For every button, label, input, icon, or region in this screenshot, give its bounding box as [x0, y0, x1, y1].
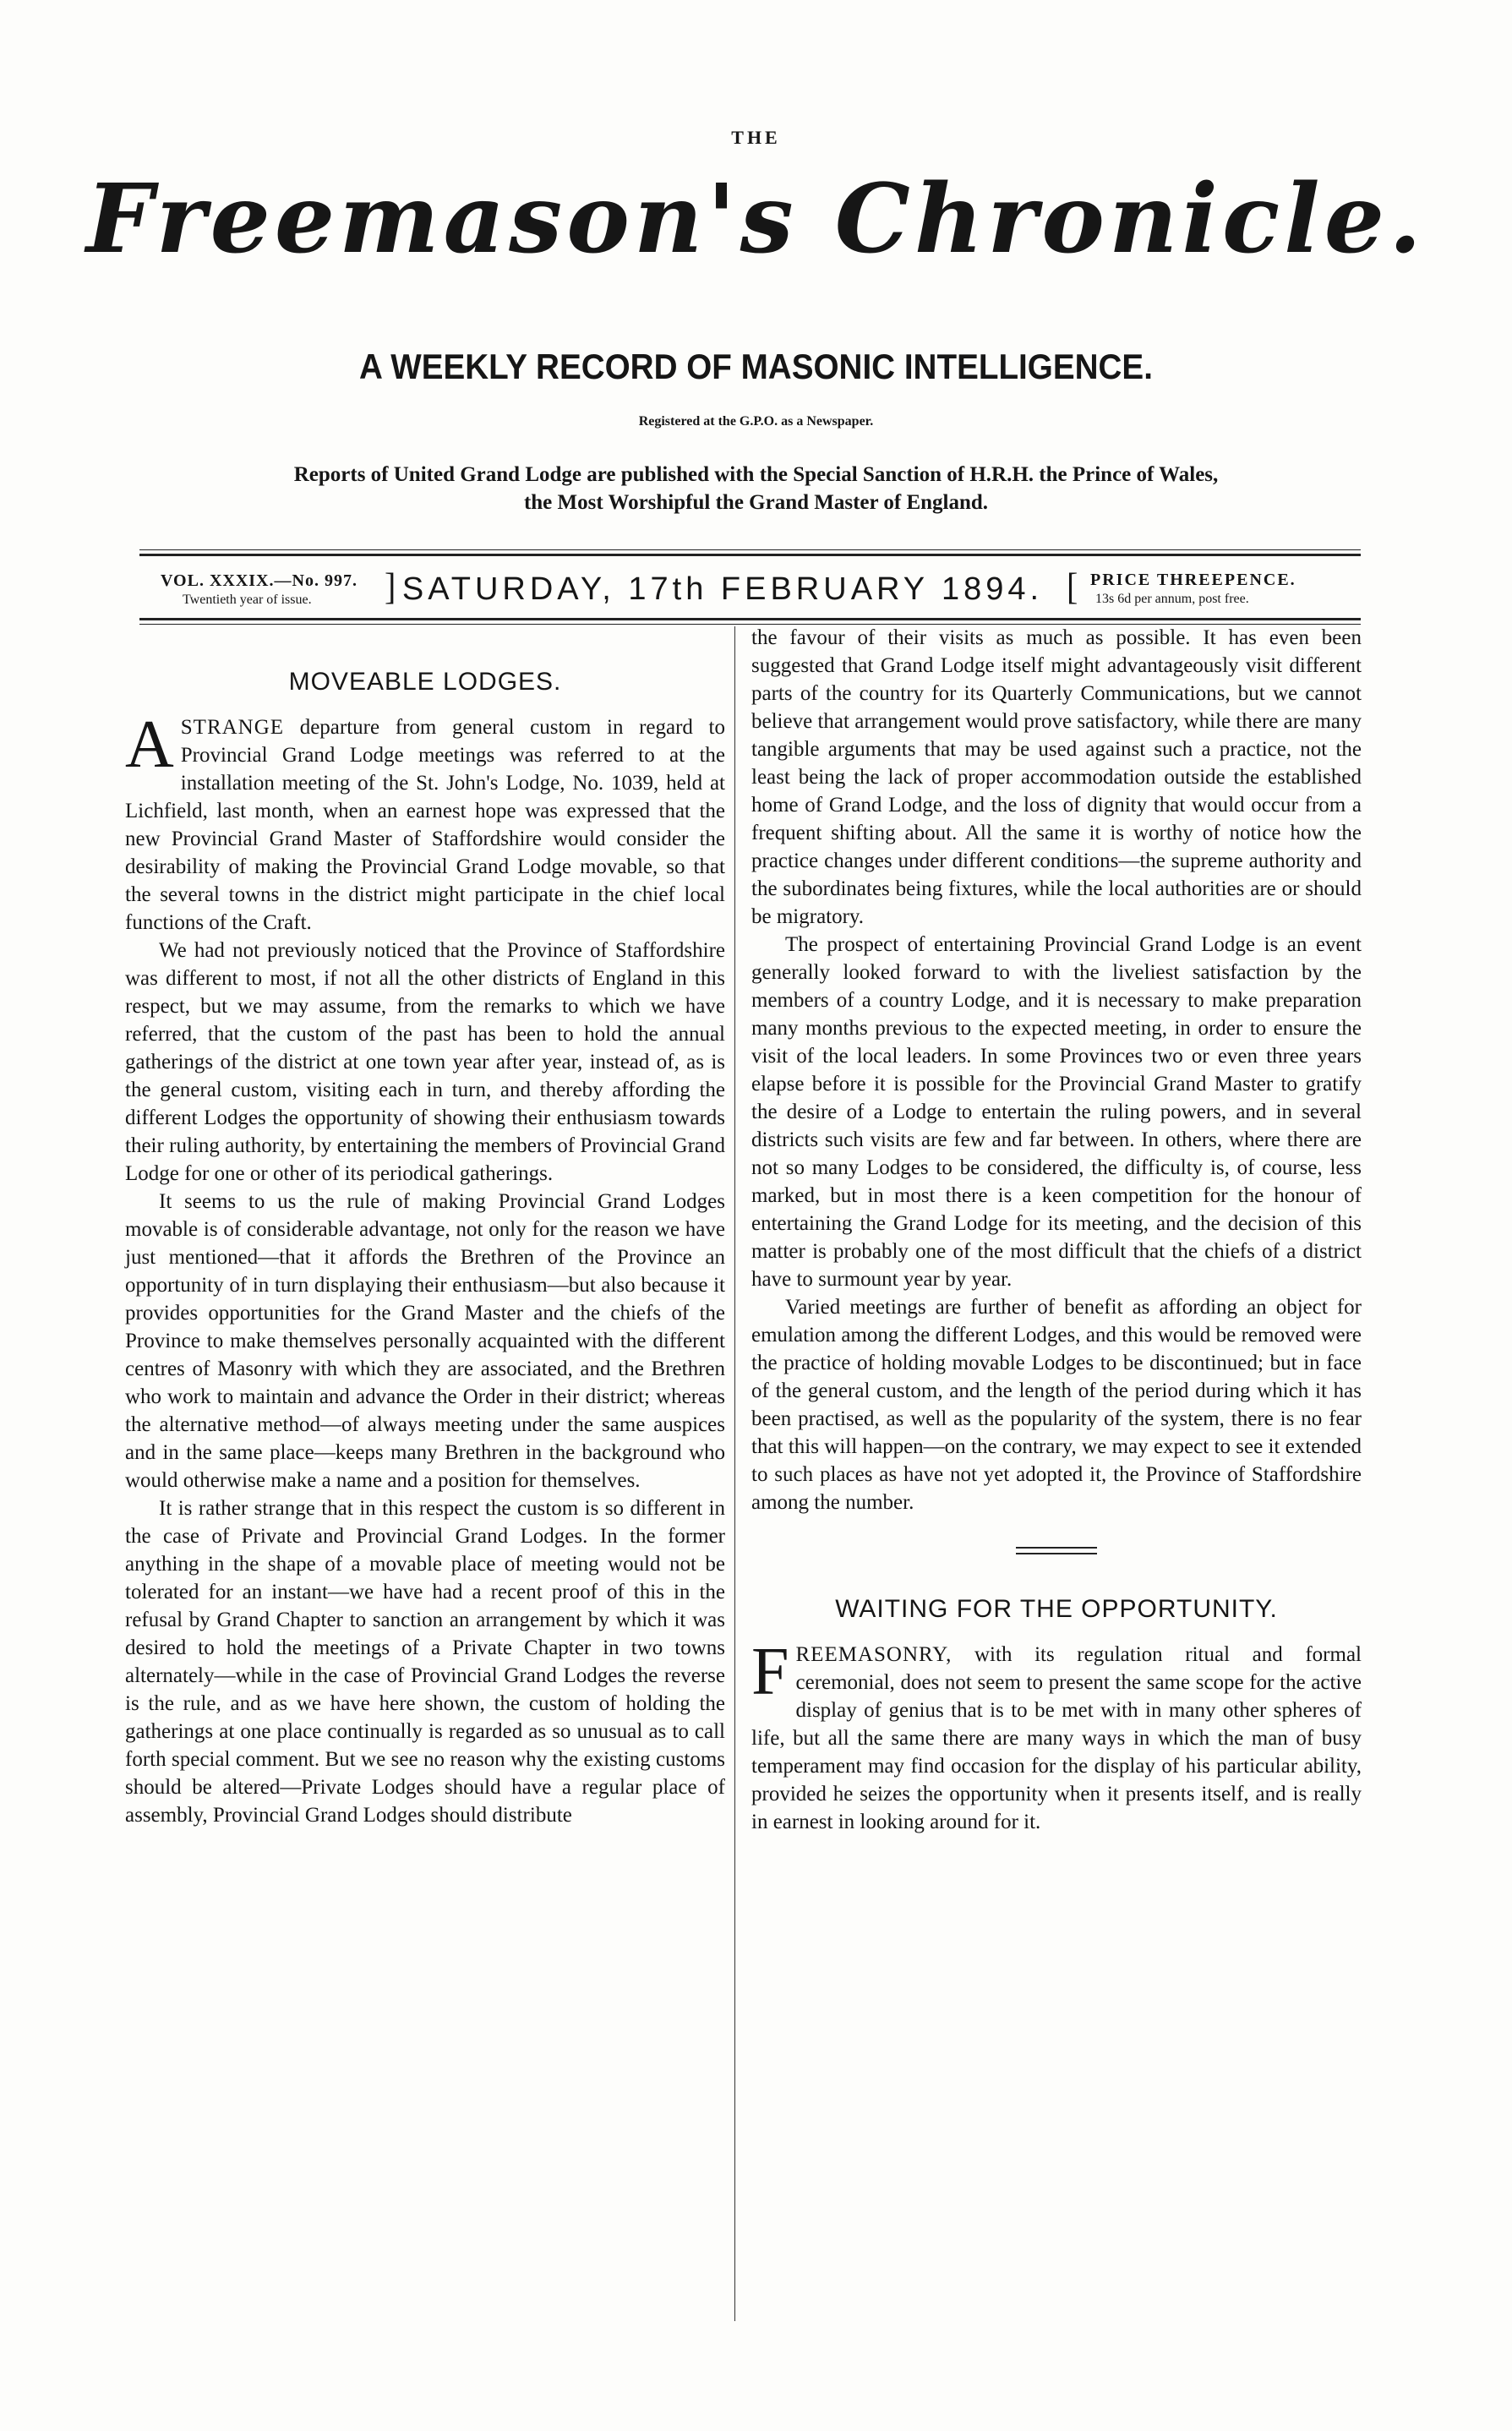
paragraph-text: departure from general custom in regard to Provincial Grand Lodge meetings was referred to at the installation meeting of the St. John's Lodge, No. 1039, held at Lichfield, last month, when an earnest hope was expressed that the new Provincial Grand Master of Staffordshire would consider the desirability of making the Provincial Grand Lodge movable, so that the several towns in the district might participate in the chief local functions of the Craft. — [125, 716, 725, 934]
paragraph-text: with its regulation ritual and formal ceremonial, does not seem to present the same scope for the active display of genius that is to be met with in many other spheres of life, but all the same there are many ways in which the man of busy temperament may find occasion for the display of his particular ability, provided he seizes the opportunity when it presents itself, and is really in earnest in looking around for it. — [751, 1643, 1362, 1833]
first-word: STRANGE — [180, 716, 285, 739]
subscription-price: 13s 6d per annum, post free. — [1095, 592, 1249, 606]
article-paragraph: It seems to us the rule of making Provincial Grand Lodges movable is of considerable advantage, not only for the reason we have just mentioned—that it affords the Brethren of the Province an opportunity of in turn displaying their enthusiasm—but also because it provides opportunities for the Grand Master and the chiefs of the Province to make themselves personally acquainted with the different centres of Masonry with which they are associated, and the Brethren who work to maintain and advance the Order in their district; whereas the alternative method—of always meeting under the same auspices and in the same place—keeps many Brethren in the background who would otherwise make a name and a position for themselves. — [125, 1190, 725, 1492]
price-bracket: [ — [1067, 565, 1078, 608]
drop-cap: F — [751, 1635, 789, 1709]
issue-date: SATURDAY, 17th FEBRUARY 1894. — [401, 571, 1044, 607]
dateline-rule-bottom-thick — [139, 618, 1361, 620]
column-divider — [734, 626, 735, 2321]
right-column — [751, 624, 1362, 1836]
reports-notice — [101, 461, 1411, 516]
article-separator — [1016, 1547, 1097, 1554]
dateline-rule-top-thin — [139, 549, 1361, 550]
article-headline-waiting: WAITING FOR THE OPPORTUNITY. — [835, 1595, 1278, 1623]
registration-note: Registered at the G.P.O. as a Newspaper. — [638, 414, 874, 429]
newspaper-subtitle: A WEEKLY RECORD OF MASONIC INTELLIGENCE. — [359, 347, 1153, 386]
volume-year-note: Twentieth year of issue. — [183, 593, 312, 607]
price: PRICE THREEPENCE. — [1090, 571, 1296, 589]
reports-notice-line1: Reports of United Grand Lodge are published with the Special Sanction of H.R.H. the Prince of Wales, — [293, 463, 1219, 486]
article-paragraph: It is rather strange that in this respect the custom is so different in the case of Private and Provincial Grand Lodges. In the former anything in the shape of a movable place of meeting would not be tolerated for an instant—we have had a recent proof of this in the refusal by Grand Chapter to sanction an arrangement by which it was desired to hold the meetings of a Private Chapter in two towns alternately—while in the case of Provincial Grand Lodges the reverse is the rule, and as we have here shown, the custom of holding the gatherings at one place continually is regarded as so unusual as to call forth special comment. But we see no reason why the existing customs should be altered—Private Lodges should have a regular place of assembly, Provincial Grand Lodges should distribute — [125, 1497, 725, 1827]
article-headline-moveable-lodges: MOVEABLE LODGES. — [288, 668, 562, 696]
masthead-the: THE — [731, 127, 781, 148]
article-paragraph: the favour of their visits as much as possible. It has even been suggested that Grand Lodge itself might advantageously visit different parts of the country for its Quarterly Communications, but we cannot believe that arrangement would prove satisfactory, while there are many tangible arguments that may be used against such a practice, not the least being the lack of proper accommodation outside the established home of Grand Lodge, and the loss of dignity that would occur from a frequent shifting about. All the same it is worthy of notice how the practice changes under different conditions—the supreme authority and the subordinates being fixtures, while the local authorities are or should be migratory. — [751, 626, 1362, 928]
newspaper-title: Freemason's Chronicle. — [86, 164, 1426, 275]
article-paragraph — [751, 1635, 1362, 1836]
volume-bracket: ] — [385, 565, 396, 608]
dateline-rule-top-thick — [139, 554, 1361, 556]
left-column — [125, 649, 725, 1829]
first-word: REEMASONRY, — [795, 1643, 953, 1666]
article-paragraph: The prospect of entertaining Provincial Grand Lodge is an event generally looked forward to with the liveliest satisfaction by the members of a country Lodge, and it is necessary to make preparation many months previous to the expected meeting, in order to ensure the visit of the local leaders. In some Provinces two or even three years elapse before it is possible for the Provincial Grand Master to gratify the desire of a Lodge to entertain the ruling powers, and in several districts such visits are few and far between. In others, where there are not so many Lodges to be considered, the difficulty is, of course, less marked, but in most there is a keen competition for the honour of entertaining the Grand Lodge for its meeting, and the decision of this matter is probably one of the most difficult that the chiefs of a district have to surmount year by year. — [751, 933, 1362, 1291]
reports-notice-line2: the Most Worshipful the Grand Master of England. — [523, 491, 989, 514]
drop-cap: A — [125, 707, 174, 782]
article-paragraph: Varied meetings are further of benefit as affording an object for emulation among the different Lodges, and this would be removed were the practice of holding movable Lodges to be discontinued; but in face of the general custom, and the length of the period during which it has been practised, as well as the popularity of the system, there is no fear that this will happen—on the contrary, we may expect to see it extended to such places as have not yet adopted it, the Province of Staffordshire among the number. — [751, 1296, 1362, 1514]
article-paragraph: We had not previously noticed that the Province of Staffordshire was different to most, if not all the other districts of England in this respect, but we may assume, from the remarks to which we have referred, that the custom of the past has been to hold the annual gatherings of the district at one town year after year, instead of, as is the general custom, visiting each in turn, and thereby affording the different Lodges the opportunity of showing their enthusiasm towards their ruling authority, by entertaining the members of Provincial Grand Lodge for one or other of its periodical gatherings. — [125, 939, 725, 1185]
volume-number: VOL. XXXIX.—No. 997. — [161, 571, 358, 590]
article-paragraph — [125, 707, 725, 937]
